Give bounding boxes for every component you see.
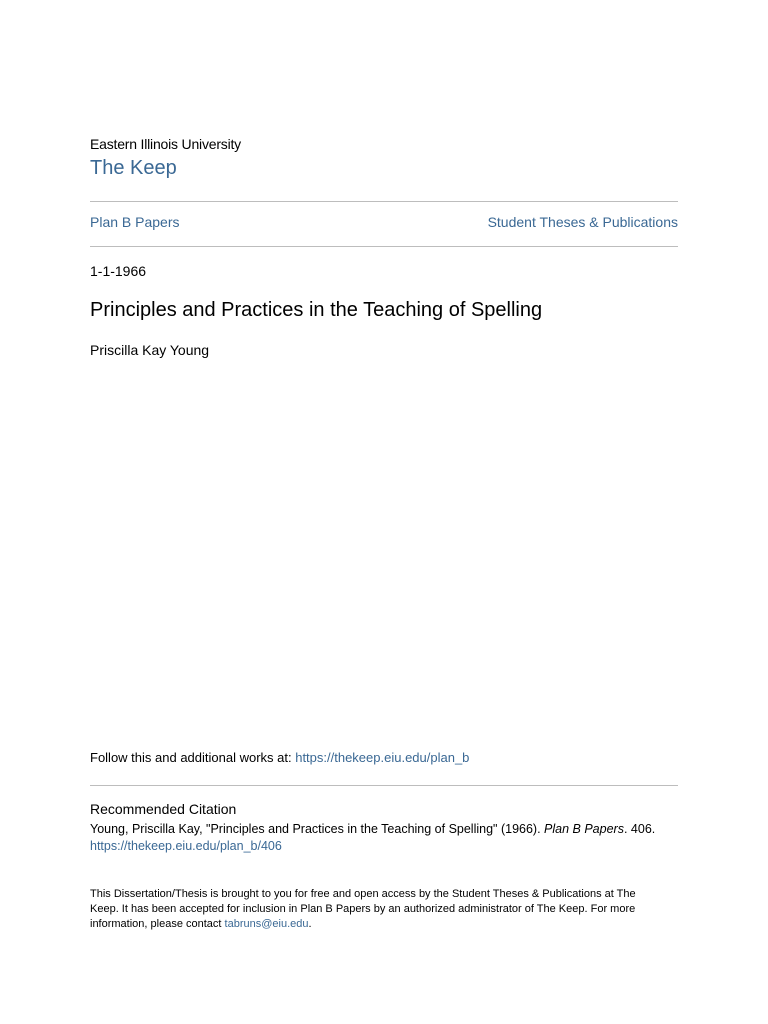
citation-body (90, 821, 678, 855)
institution-name: Eastern Illinois University (90, 136, 241, 152)
citation-url-link[interactable]: https://thekeep.eiu.edu/plan_b/406 (90, 839, 282, 853)
citation-heading: Recommended Citation (90, 801, 237, 817)
access-notice (90, 887, 665, 932)
contact-email-link[interactable]: tabruns@eiu.edu (224, 918, 309, 930)
divider-top (90, 201, 678, 202)
collection-url-link[interactable]: https://thekeep.eiu.edu/plan_b (295, 750, 470, 765)
author-name: Priscilla Kay Young (90, 342, 210, 358)
repository-link[interactable]: The Keep (90, 157, 177, 179)
citation-text: Young, Priscilla Kay, "Principles and Practices in the Teaching of Spelling" (1966). (90, 822, 545, 836)
divider-citation (90, 785, 678, 786)
notice-text: This Dissertation/Thesis is brought to you for free and open access by the Student Theses & Publications at The Keep. It has been accepted for inclusion in Plan B Papers by an authorized administrator of The Keep. For more information, please contact (90, 888, 636, 930)
follow-text: Follow this and additional works at: (90, 750, 296, 765)
citation-journal: Plan B Papers (544, 822, 624, 836)
cover-page (90, 0, 678, 1024)
publication-date: 1-1-1966 (90, 263, 147, 279)
plan-b-papers-link[interactable]: Plan B Papers (90, 214, 180, 230)
document-title: Principles and Practices in the Teaching of Spelling (90, 299, 543, 321)
follow-line (90, 750, 469, 765)
student-theses-link[interactable]: Student Theses & Publications (487, 214, 678, 230)
citation-number: . 406. (623, 822, 656, 836)
notice-end: . (308, 918, 312, 930)
divider-nav (90, 246, 678, 247)
